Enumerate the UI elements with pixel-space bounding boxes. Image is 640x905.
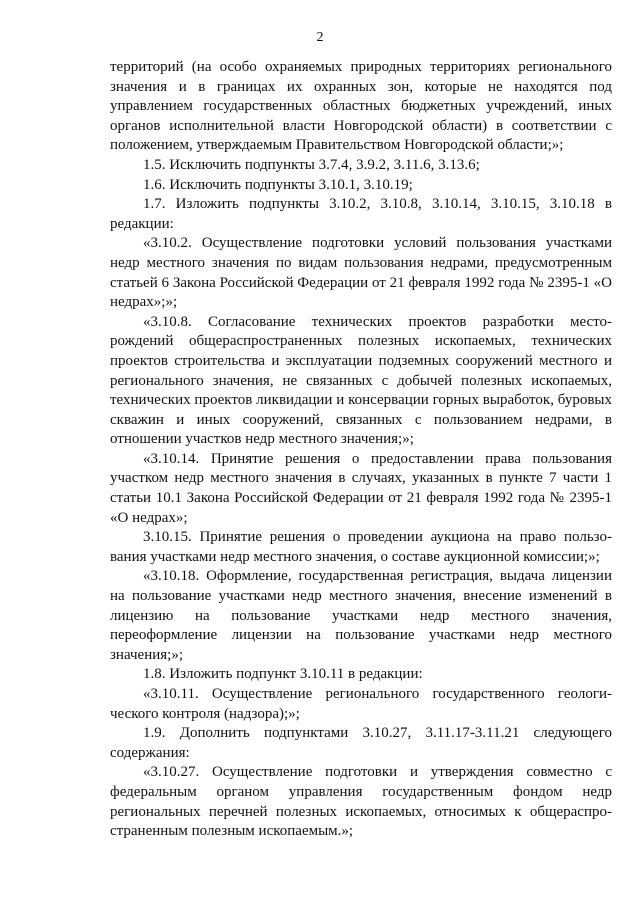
paragraph: 1.6. Исключить подпункты 3.10.1, 3.10.19; [143, 176, 413, 193]
paragraph: 1.5. Исключить подпункты 3.7.4, 3.9.2, 3.11.6, 3.13.6; [143, 156, 480, 173]
page-number: 2 [316, 30, 324, 45]
paragraph: территорий (на особо охраняемых природных территориях регионального значения и в границах их охранных зон, которые не находятся под управлением государственных областных бюджетных учреждений, иных органов исполнительной власти Новгородской области) в соответствии с положением, утверждаемым Правительством Новгородской области;»; [110, 59, 612, 154]
paragraph: «3.10.8. Согласование технических проектов разработки место-рождений общераспространенных полезных ископаемых, технических проектов строительства и эксплуатации подземных сооружений местного и регионального значения, не связанных с добычей полезных ископаемых, технических проектов ликвидации и консервации горных выработок, буровых скважин и иных сооружений, связанных с пользованием недрами, в отношении участков недр местного значения;»; [110, 313, 612, 448]
paragraph: «3.10.18. Оформление, государственная регистрация, выдача лицензии на пользование участками недр местного значения, внесение изменений в лицензию на пользование участками недр местного значения, переоформление лицензии на пользование участками недр местного значения;»; [110, 568, 612, 663]
paragraph: 3.10.15. Принятие решения о проведении аукциона на право пользо-вания участками недр местного значения, о составе аукционной комиссии;»; [110, 529, 612, 565]
paragraph: «3.10.14. Принятие решения о предоставлении права пользования участком недр местного значения в случаях, указанных в пункте 7 части 1 статьи 10.1 Закона Российской Федерации от 21 февраля 1992 года № 2395-1 «О недрах»; [110, 450, 612, 526]
paragraph: «3.10.2. Осуществление подготовки условий пользования участками недр местного значения по видам пользования недрами, предусмотренным статьей 6 Закона Российской Федерации от 21 февраля 1992 года № 2395-1 «О недрах»;»; [110, 235, 612, 311]
paragraph: 1.8. Изложить подпункт 3.10.11 в редакции: [143, 666, 423, 683]
paragraph: 1.9. Дополнить подпунктами 3.10.27, 3.11.17-3.11.21 следующего содержания: [110, 725, 612, 761]
document-body [110, 58, 612, 842]
paragraph: «3.10.11. Осуществление регионального государственного геологи-ческого контроля (надзора);»; [110, 686, 612, 722]
paragraph: 1.7. Изложить подпункты 3.10.2, 3.10.8, 3.10.14, 3.10.15, 3.10.18 в редакции: [110, 196, 612, 232]
paragraph: «3.10.27. Осуществление подготовки и утверждения совместно с федеральным органом управления государственным фондом недр региональных перечней полезных ископаемых, относимых к общераспро-страненным полезным ископаемым.»; [110, 764, 612, 840]
